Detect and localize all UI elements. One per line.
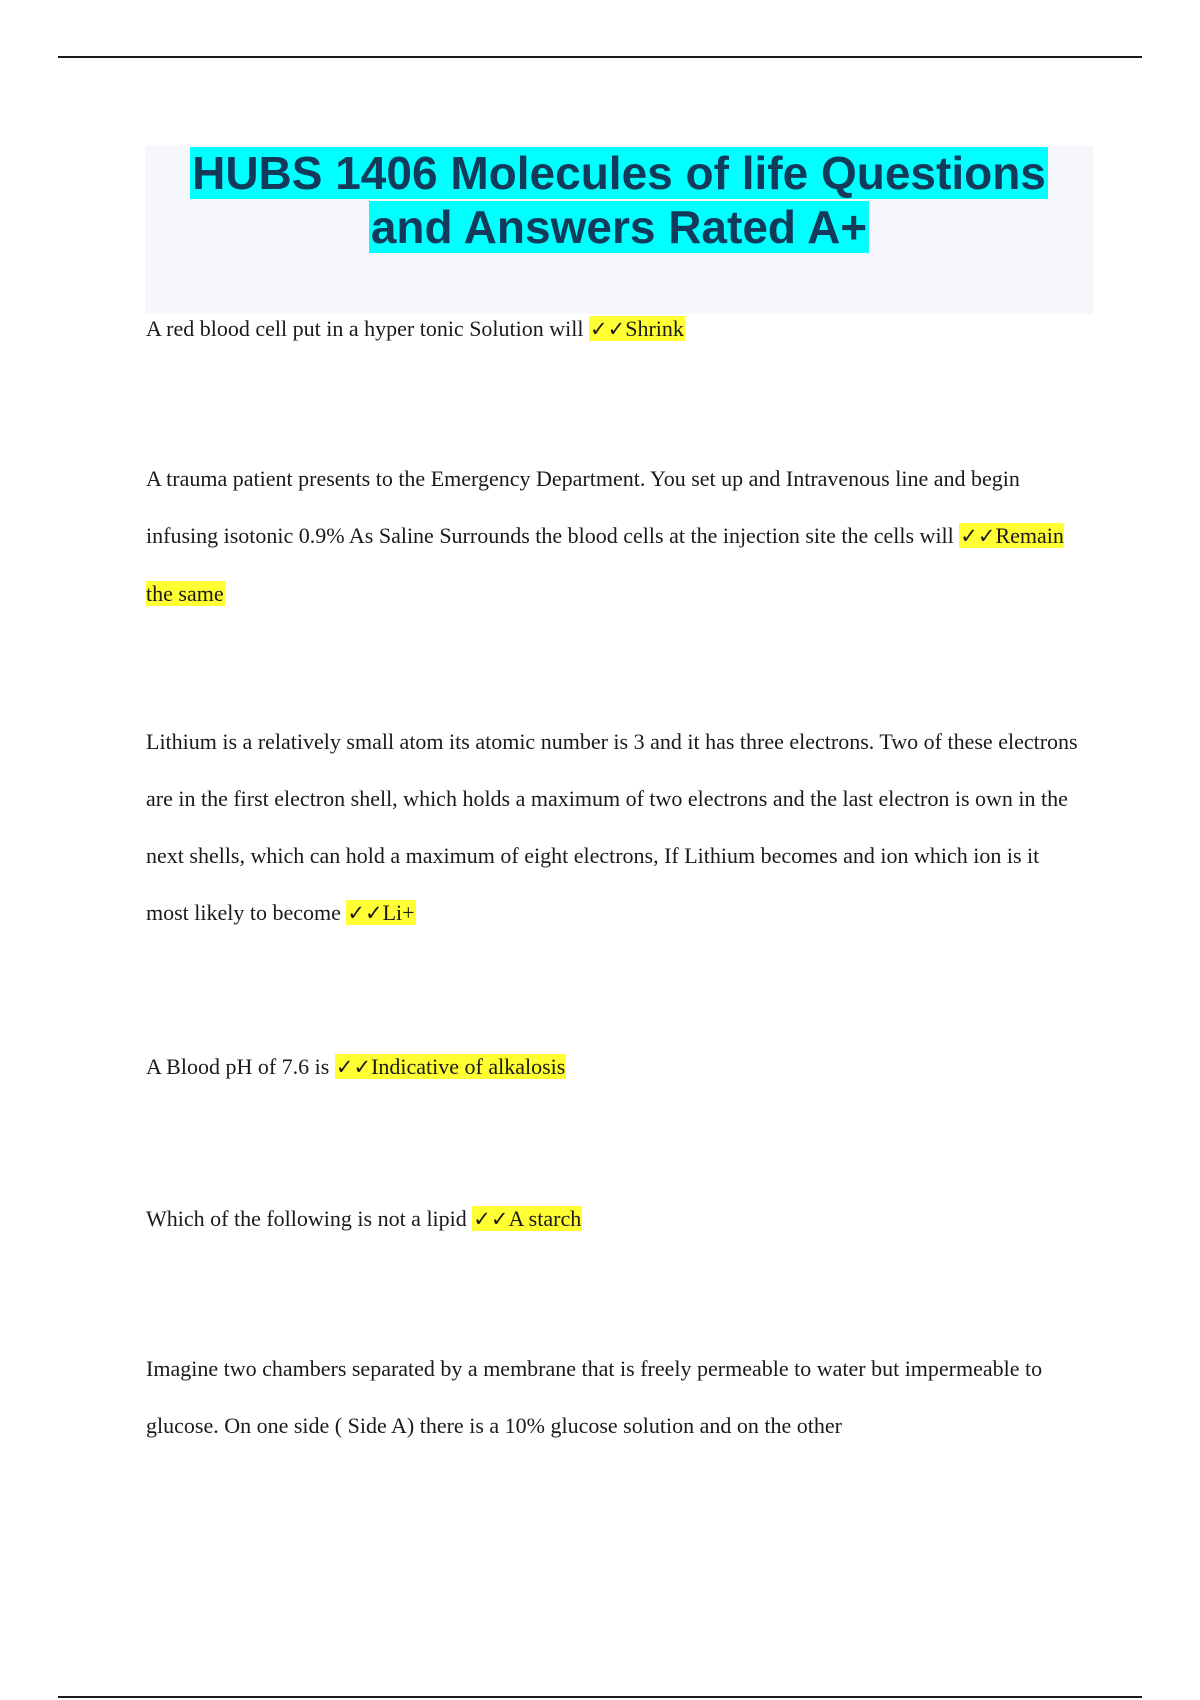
double-check-icon: ✓✓: [960, 524, 996, 548]
double-check-icon: ✓✓: [335, 1055, 372, 1079]
answer-text: Remain the same: [146, 523, 1064, 606]
double-check-icon: ✓✓: [473, 1207, 509, 1231]
qa-item: [146, 450, 1086, 622]
title-block: [145, 146, 1093, 314]
question-text: Imagine two chambers separated by a membrane that is freely permeable to water but impermeable to glucose. On one side ( Side A) there is a 10% glucose solution and on the other: [146, 1356, 1043, 1438]
question-text: A Blood pH of 7.6 is: [146, 1054, 330, 1079]
qa-item: [146, 1038, 1086, 1096]
double-check-icon: ✓✓: [590, 317, 626, 341]
answer-text: Shrink: [625, 316, 684, 341]
qa-item: [146, 1340, 1086, 1454]
question-text: Which of the following is not a lipid: [146, 1206, 467, 1231]
answer-highlight: [346, 900, 415, 925]
document-title-line-1: HUBS 1406 Molecules of life Questions: [192, 147, 1046, 199]
answer-highlight: [472, 1206, 582, 1231]
answer-text: A starch: [508, 1206, 582, 1231]
double-check-icon: ✓✓: [347, 901, 383, 925]
qa-item: [146, 1190, 1086, 1248]
question-text: A trauma patient presents to the Emergency Department. You set up and Intravenous line and begin infusing isotonic 0.9% As Saline Surrounds the blood cells at the injection site the cells will: [146, 466, 1020, 548]
answer-highlight: [335, 1054, 566, 1079]
qa-item: [146, 713, 1086, 942]
qa-item: [146, 300, 1086, 358]
bottom-rule: [58, 1696, 1142, 1698]
top-rule: [58, 56, 1142, 58]
question-text: Lithium is a relatively small atom its atomic number is 3 and it has three electrons. Two of these electrons are in the first electron shell, which holds a maximum of two electrons and the last electron is own in the next shells, which can hold a maximum of eight electrons, If Lithium becomes and ion which ion is it most likely to become: [146, 729, 1078, 925]
question-text: A red blood cell put in a hyper tonic Solution will: [146, 316, 584, 341]
answer-text: Li+: [382, 900, 415, 925]
answer-text: Indicative of alkalosis: [371, 1054, 566, 1079]
answer-highlight: [589, 316, 685, 341]
document-title-line-2: and Answers Rated A+: [370, 201, 868, 253]
